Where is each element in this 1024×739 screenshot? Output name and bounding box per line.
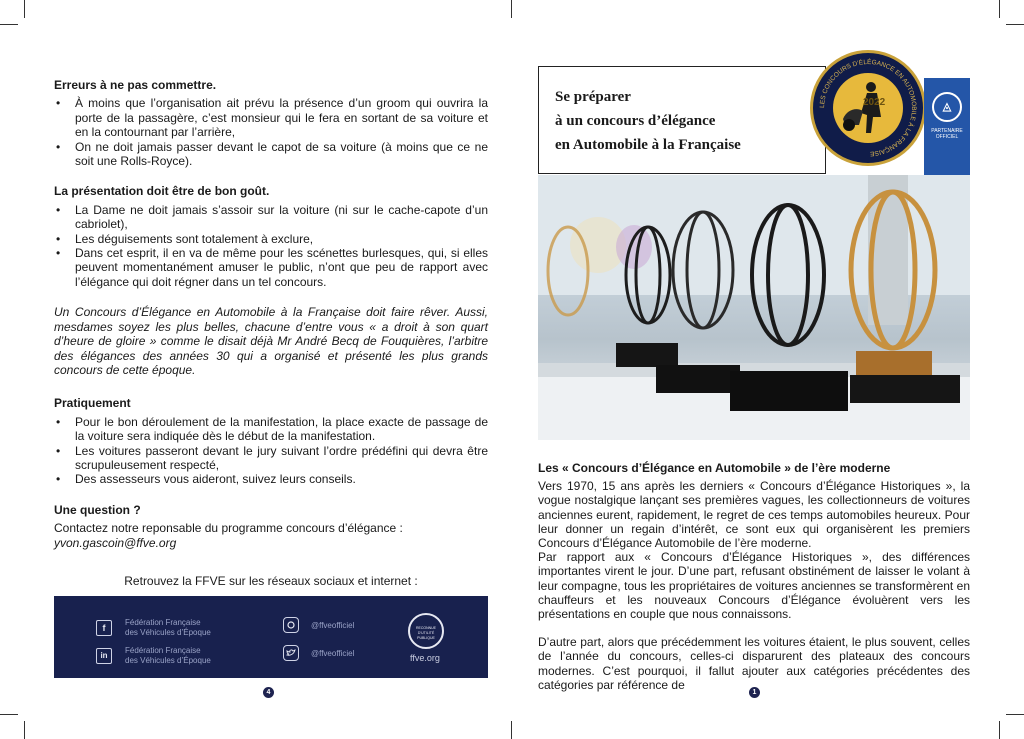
partner-badge [924, 78, 970, 176]
emblem-ring-text: LES CONCOURS D’ÉLÉGANCE EN AUTOMOBILE À LA FRANÇAISE [818, 58, 918, 157]
website-link[interactable]: ffve.org [410, 653, 440, 664]
partner-logo-icon: ◬ [932, 92, 962, 122]
social-title: Retrouvez la FFVE sur les réseaux sociaux et internet : [124, 573, 418, 588]
linkedin-label-line2: des Véhicules d’Époque [125, 656, 211, 666]
page-number-right: 1 [749, 687, 760, 698]
instagram-icon[interactable] [283, 617, 299, 633]
social-box [54, 596, 488, 678]
crop-mark [999, 721, 1000, 739]
question-section [54, 503, 488, 550]
paragraph-1: Vers 1970, 15 ans après les derniers « Concours d’Élégance Historiques », la vogue nostalgique lançant ses premières vagues, les collectionneurs de voitures anciennes eurent, rapidement, le regret de ces temps automobiles heureux. Pour leur donner un regain d’intérêt, ce sont eux qui organisèrent les premiers Concours d’Élégance Automobile de l’ère moderne. [538, 479, 970, 551]
section-heading: Les « Concours d’Élégance en Automobile » de l’ère moderne [538, 461, 891, 475]
twitter-icon[interactable] [283, 645, 299, 661]
list-item: • Pour le bon déroulement de la manifestation, la place exacte de passage de la voiture sera indiquée dès le début de la manifestation. [54, 415, 488, 444]
emblem-center [833, 73, 903, 143]
twitter-handle[interactable]: @ffveofficiel [311, 649, 355, 659]
question-text: Contactez notre reponsable du programme concours d’élégance : [54, 521, 403, 536]
presentation-section [54, 184, 488, 289]
facebook-label-line1: Fédération Française [125, 618, 201, 628]
errors-heading: Erreurs à ne pas commettre. [54, 78, 217, 92]
crop-mark [999, 0, 1000, 18]
paragraph-3: D’autre part, alors que précédemment les voitures étaient, le plus souvent, celles de l’année du concours, celles-ci disparurent des plateaux des concours modernes. C’est pourquoi, il fallut ajouter aux catégories précédentes des catégories par référence de [538, 635, 970, 692]
facebook-label[interactable] [125, 618, 211, 638]
crop-mark [511, 0, 512, 18]
emblem-year: 2022 [863, 97, 886, 108]
public-utility-seal [408, 613, 444, 649]
list-item: • Des assesseurs vous aideront, suivez leurs conseils. [54, 472, 488, 486]
practical-section [54, 396, 488, 486]
title-line-2: à un concours d’élégance [555, 113, 716, 129]
list-item: • À moins que l’organisation ait prévu la présence d’un groom qui ouvrira la porte de la passagère, c’est monsieur qui le fera en sortant de sa voiture et en la contournant par l’arrière, [54, 96, 488, 139]
facebook-label-line2: des Véhicules d’Époque [125, 628, 211, 638]
contest-emblem [810, 50, 926, 166]
title-line-1: Se préparer [555, 89, 631, 105]
list-item: • Les déguisements sont totalement à exclure, [54, 232, 488, 246]
left-page [54, 78, 488, 678]
partner-text: PARTENAIRE OFFICIEL [931, 128, 963, 140]
facebook-icon[interactable]: f [96, 620, 112, 636]
seal-text: RECONNUE D’UTILITÉ PUBLIQUE [415, 626, 437, 641]
instagram-handle[interactable]: @ffveofficiel [311, 621, 355, 631]
crop-mark [1006, 714, 1024, 715]
crop-mark [24, 721, 25, 739]
practical-heading: Pratiquement [54, 396, 131, 411]
dancing-couple-icon [833, 73, 903, 143]
crop-mark [0, 714, 18, 715]
linkedin-label-line1: Fédération Française [125, 646, 201, 656]
linkedin-label[interactable] [125, 646, 211, 666]
list-item: • On ne doit jamais passer devant le capot de sa voiture (à moins que ce ne soit une Rolls-Royce). [54, 140, 488, 169]
list-item: • Dans cet esprit, il en va de même pour les scénettes burlesques, qui, si elles peuvent momentanément amuser le public, n’ont que peu de rapport avec l’élégance qui doit régner dans un tel concours. [54, 246, 488, 289]
presentation-heading: La présentation doit être de bon goût. [54, 184, 270, 199]
contact-email-link[interactable]: yvon.gascoin@ffve.org [54, 535, 177, 550]
title-line-3: en Automobile à la Française [555, 137, 741, 153]
crop-mark [24, 0, 25, 18]
errors-section [54, 78, 488, 168]
list-item: • La Dame ne doit jamais s’assoir sur la voiture (ni sur le cache-capote d’un cabriolet), [54, 203, 488, 232]
trophies-illustration [538, 175, 970, 440]
question-heading: Une question ? [54, 502, 141, 517]
list-item: • Les voitures passeront devant le jury suivant l’ordre prédéfini qui devra être scrupuleusement respecté, [54, 444, 488, 473]
linkedin-icon[interactable]: in [96, 648, 112, 664]
trophies-photo [538, 175, 970, 440]
paragraph-2: Par rapport aux « Concours d’Élégance Historiques », des différences importantes virent le jour. D’une part, refusant obstinément de laisser le volant à leur compagne, tous les propriétaires de voitures anciennes se transformèrent en chauffeurs et les nouveaux Concours d’Élégance évoluèrent vers les présentations en couple que nous connaissons. [538, 550, 970, 622]
title-box [538, 66, 826, 174]
crop-mark [511, 721, 512, 739]
article-text [538, 461, 970, 692]
page-number-left: 4 [263, 687, 274, 698]
italic-paragraph: Un Concours d’Élégance en Automobile à la Française doit faire rêver. Aussi, mesdames soyez les plus belles, chacune d’entre vous « a droit à son quart d’heure de gloire » comme le disait déjà Mr André Becq de Fouquières, l’arbitre des élégances des années 30 qui a organisé et présenté les plus grands concours de cette époque. [54, 305, 488, 377]
crop-mark [0, 24, 18, 25]
crop-mark [1006, 24, 1024, 25]
